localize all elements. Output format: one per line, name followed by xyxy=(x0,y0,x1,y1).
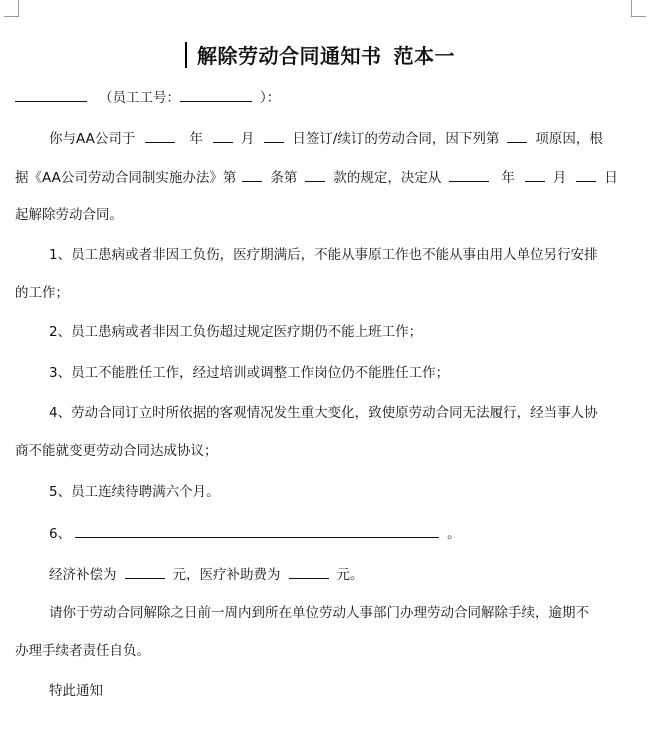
year-label: 年 xyxy=(189,131,203,147)
title-subtitle: 范本一 xyxy=(393,44,455,68)
clause-number-blank[interactable] xyxy=(305,168,325,182)
reason-line[interactable]: 4、劳动合同订立时所依据的客观情况发生重大变化，致使原劳动合同无法履行，经当事人协 xyxy=(49,405,598,421)
reason-line[interactable]: 的工作； xyxy=(15,285,69,301)
closing-line[interactable]: 请你于劳动合同解除之日前一周内到所在单位劳动人事部门办理劳动合同解除手续，逾期不 xyxy=(49,605,589,621)
day-label: 日 xyxy=(604,170,618,186)
reason-number-blank[interactable] xyxy=(507,129,527,143)
sign-off[interactable]: 特此通知 xyxy=(49,683,103,699)
paragraph-line[interactable] xyxy=(49,129,603,148)
month-label: 月 xyxy=(552,170,567,186)
end-day-blank[interactable] xyxy=(576,168,596,182)
compensation-line[interactable] xyxy=(49,565,364,584)
yuan-label: 元。 xyxy=(336,567,364,583)
para1-text: 起解除劳动合同。 xyxy=(15,207,123,223)
page-corner-mark xyxy=(631,0,646,17)
title-text: 解除劳动合同通知书 xyxy=(197,44,382,68)
para1-text: 条第 xyxy=(270,170,298,186)
para1-text: 据《AA公司劳动合同制实施办法》第 xyxy=(15,170,237,186)
reason-line[interactable]: 3、员工不能胜任工作，经过培训或调整工作岗位仍不能胜任工作； xyxy=(49,365,450,381)
recipient-line[interactable] xyxy=(15,88,280,107)
month-label: 月 xyxy=(240,131,255,147)
sign-day-blank[interactable] xyxy=(264,129,284,143)
article-number-blank[interactable] xyxy=(242,168,262,182)
para1-text: 款的规定，决定从 xyxy=(333,170,442,186)
reason-6-label: 6、 xyxy=(49,526,72,542)
compensation-label: 经济补偿为 xyxy=(49,567,117,583)
reason-line[interactable]: 2、员工患病或者非因工负伤超过规定医疗期仍不能上班工作； xyxy=(49,324,423,340)
recipient-line-close: ）： xyxy=(260,90,281,106)
recipient-name-blank[interactable] xyxy=(15,88,87,102)
economic-compensation-blank[interactable] xyxy=(125,565,165,579)
para1-text: 项原因，根 xyxy=(535,131,603,147)
reason-line[interactable]: 1、员工患病或者非因工负伤，医疗期满后，不能从事原工作也不能从事由用人单位另行安排 xyxy=(49,247,598,263)
sign-month-blank[interactable] xyxy=(213,129,233,143)
other-reason-blank[interactable] xyxy=(75,524,439,538)
para1-text: 日签订/续订的劳动合同，因下列第 xyxy=(292,131,500,147)
sign-year-blank[interactable] xyxy=(145,129,175,143)
end-month-blank[interactable] xyxy=(525,168,545,182)
reason-line[interactable]: 5、员工连续待聘满六个月。 xyxy=(49,484,220,500)
paragraph-line[interactable] xyxy=(15,168,618,187)
medical-subsidy-blank[interactable] xyxy=(289,565,329,579)
employee-id-blank[interactable] xyxy=(180,88,252,102)
year-label: 年 xyxy=(501,170,515,186)
paragraph-line[interactable] xyxy=(15,206,123,224)
reason-6-end: 。 xyxy=(447,526,461,542)
closing-line[interactable]: 办理手续者责任自负。 xyxy=(15,643,150,659)
reason-line[interactable]: 商不能就变更劳动合同达成协议； xyxy=(15,443,218,459)
end-year-blank[interactable] xyxy=(449,168,489,182)
reason-6-line[interactable] xyxy=(49,524,461,543)
document-title[interactable] xyxy=(0,42,652,70)
medical-subsidy-label: 元，医疗补助费为 xyxy=(172,567,281,583)
page-corner-mark xyxy=(4,0,19,17)
para1-text: 你与AA公司于 xyxy=(49,131,136,147)
employee-id-label: （员工工号： xyxy=(99,90,180,106)
